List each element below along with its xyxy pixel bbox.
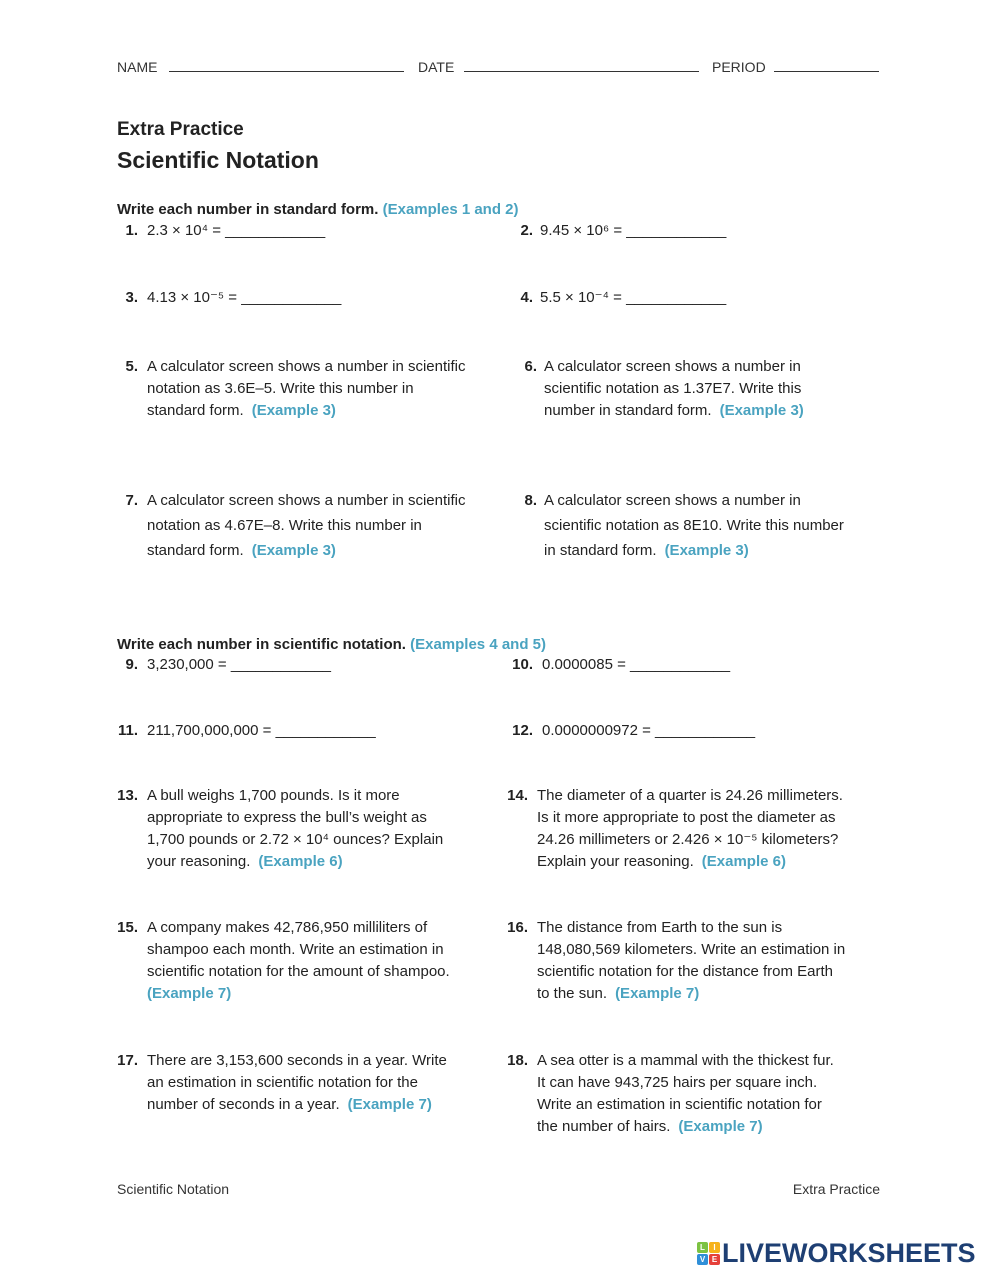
problem-line: 2.3 × 10⁴ = ____________ <box>147 222 326 239</box>
problem-line: 148,080,569 kilometers. Write an estimation in <box>537 941 846 958</box>
problem-text <box>537 785 843 873</box>
problem-text <box>147 356 465 422</box>
problem-number: 10. <box>512 656 533 673</box>
problem-line: It can have 943,725 hairs per square inch. <box>537 1074 818 1091</box>
problem-line: A company makes 42,786,950 milliliters of <box>147 919 428 936</box>
problem-line: 3,230,000 = ____________ <box>147 656 331 673</box>
problem-line: 211,700,000,000 = ____________ <box>147 722 376 739</box>
date-label: DATE <box>418 59 455 75</box>
problem-line: A calculator screen shows a number in scientific <box>147 358 466 375</box>
problem-line: A calculator screen shows a number in scientific <box>147 492 466 509</box>
example-ref: (Example 3) <box>251 542 336 559</box>
problem-text <box>537 917 845 1005</box>
problem-line: standard form. <box>147 542 244 559</box>
section1-instruction: Write each number in standard form. (Examples 1 and 2) <box>117 201 519 218</box>
problem-line: Explain your reasoning. <box>537 853 694 870</box>
problem-line: number of seconds in a year. <box>147 1096 340 1113</box>
example-ref: (Example 3) <box>719 402 804 419</box>
problem-line: notation as 4.67E–8. Write this number in <box>147 517 422 534</box>
problem-line: to the sun. <box>537 985 608 1002</box>
footer-right: Extra Practice <box>792 1181 880 1197</box>
problem-line: number in standard form. <box>544 402 712 419</box>
example-ref: (Example 6) <box>258 853 343 870</box>
problem-text <box>537 1050 834 1138</box>
problem-number: 9. <box>125 656 138 673</box>
problem-text <box>147 654 331 676</box>
problem-text <box>542 720 755 742</box>
problem-number: 18. <box>507 1052 528 1069</box>
example-ref: (Example 6) <box>701 853 786 870</box>
problem-line: Write an estimation in scientific notation for <box>537 1096 822 1113</box>
problem-text <box>544 356 804 422</box>
problem-number: 17. <box>117 1052 138 1069</box>
problem-number: 6. <box>524 358 537 375</box>
example-ref: (Example 7) <box>678 1118 763 1135</box>
problem-text <box>147 785 443 873</box>
problem-line: The diameter of a quarter is 24.26 millimeters. <box>537 787 843 804</box>
name-field[interactable] <box>117 59 404 75</box>
problem-number: 3. <box>125 289 138 306</box>
problem-line: notation as 3.6E–5. Write this number in <box>147 380 414 397</box>
problem-number: 15. <box>117 919 138 936</box>
problem-line: scientific notation for the amount of shampoo. <box>147 963 450 980</box>
problem-line: 0.0000085 = ____________ <box>542 656 731 673</box>
problem-line: A sea otter is a mammal with the thickest fur. <box>537 1052 834 1069</box>
problem-number: 11. <box>117 722 138 739</box>
problem-line: an estimation in scientific notation for the <box>147 1074 418 1091</box>
problem-line: standard form. <box>147 402 244 419</box>
problem-line: the number of hairs. <box>537 1118 671 1135</box>
page-title: Scientific Notation <box>117 147 319 173</box>
problem-text <box>147 1050 447 1116</box>
problem-text <box>540 287 726 309</box>
example-ref: (Example 7) <box>347 1096 432 1113</box>
problem-line: 4.13 × 10⁻⁵ = ____________ <box>147 289 342 306</box>
liveworksheets-logo <box>697 1238 976 1269</box>
problem-number: 2. <box>520 222 533 239</box>
problem-line: 24.26 millimeters or 2.426 × 10⁻⁵ kilometers? <box>537 831 839 848</box>
logo-text: LIVEWORKSHEETS <box>722 1238 976 1268</box>
problem-number: 12. <box>512 722 533 739</box>
problem-number: 4. <box>520 289 533 306</box>
problem-line: The distance from Earth to the sun is <box>537 919 783 936</box>
problem-line: Is it more appropriate to post the diameter as <box>537 809 836 826</box>
problem-line: your reasoning. <box>147 853 251 870</box>
problem-text <box>540 220 726 242</box>
problem-line: shampoo each month. Write an estimation in <box>147 941 444 958</box>
problem-text <box>542 654 730 676</box>
example-ref: (Example 3) <box>251 402 336 419</box>
problem-line: 9.45 × 10⁶ = ____________ <box>540 222 727 239</box>
problem-line: A calculator screen shows a number in <box>544 492 801 509</box>
problem-text <box>147 488 465 563</box>
problem-line: A calculator screen shows a number in <box>544 358 801 375</box>
problem-text <box>147 917 450 1005</box>
problem-number: 8. <box>524 492 537 509</box>
problem-number: 16. <box>507 919 528 936</box>
problem-line: scientific notation for the distance from Earth <box>537 963 833 980</box>
problem-line: 1,700 pounds or 2.72 × 10⁴ ounces? Explain <box>147 831 444 848</box>
date-field[interactable] <box>418 59 699 75</box>
problem-number: 7. <box>125 492 138 509</box>
period-field[interactable] <box>712 59 879 75</box>
problem-line: scientific notation as 8E10. Write this number <box>544 517 844 534</box>
kicker-title: Extra Practice <box>117 119 244 140</box>
problem-line: appropriate to express the bull’s weight as <box>147 809 427 826</box>
problem-line: 5.5 × 10⁻⁴ = ____________ <box>540 289 727 306</box>
example-ref: (Examples 1 and 2) <box>382 201 519 218</box>
example-ref: (Example 7) <box>615 985 700 1002</box>
footer-left: Scientific Notation <box>117 1181 230 1197</box>
problem-number: 1. <box>125 222 138 239</box>
problem-number: 13. <box>117 787 138 804</box>
period-label: PERIOD <box>712 59 766 75</box>
problem-text <box>544 488 844 563</box>
problem-number: 5. <box>125 358 138 375</box>
section2-instruction: Write each number in scientific notation. (Examples 4 and 5) <box>117 636 546 653</box>
live-badge-icon: L I V E <box>697 1242 720 1265</box>
problem-line: A bull weighs 1,700 pounds. Is it more <box>147 787 400 804</box>
example-ref: (Examples 4 and 5) <box>410 636 546 653</box>
problem-line: 0.0000000972 = ____________ <box>542 722 756 739</box>
problem-text <box>147 220 325 242</box>
example-ref: (Example 7) <box>147 985 232 1002</box>
problem-line: in standard form. <box>544 542 657 559</box>
problem-text <box>147 287 341 309</box>
problem-line: There are 3,153,600 seconds in a year. Write <box>147 1052 447 1069</box>
name-label: NAME <box>117 59 158 75</box>
problem-number: 14. <box>507 787 528 804</box>
example-ref: (Example 3) <box>664 542 749 559</box>
problem-text <box>147 720 376 742</box>
problem-line: scientific notation as 1.37E7. Write this <box>544 380 802 397</box>
